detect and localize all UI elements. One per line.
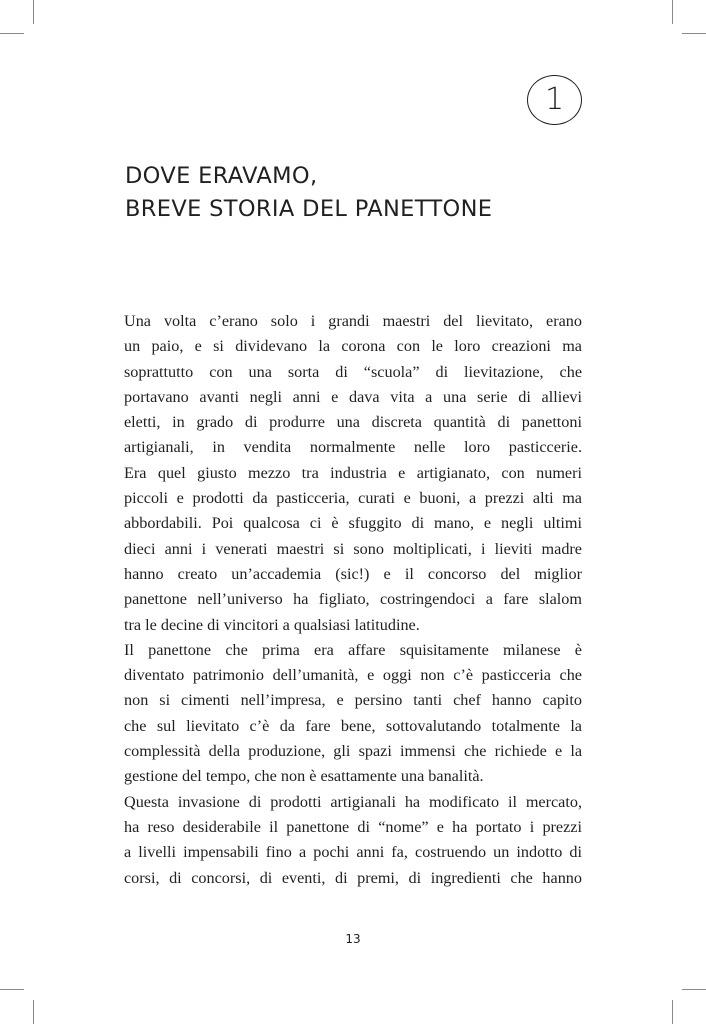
- body-line: Una volta c’erano solo i grandi maestri del lievitato, erano: [124, 312, 582, 330]
- chapter-title-line-2: BREVE STORIA DEL PANETTONE: [125, 196, 493, 222]
- body-line: dieci anni i venerati maestri si sono moltiplicati, i lieviti madre: [124, 539, 582, 558]
- chapter-title-line-1: DOVE ERAVAMO,: [125, 163, 318, 189]
- chapter-number: 1: [544, 82, 565, 117]
- crop-mark-top-left-horizontal: [0, 33, 24, 34]
- crop-mark-top-left-vertical: [33, 0, 34, 24]
- crop-mark-bottom-left-vertical: [33, 1000, 34, 1024]
- body-line: Questa invasione di prodotti artigianali ha modificato il mercato,: [124, 792, 582, 811]
- crop-mark-bottom-left-horizontal: [0, 989, 24, 990]
- body-line: piccoli e prodotti da pasticceria, curati e buoni, a prezzi alti ma: [124, 489, 582, 508]
- body-line: Era quel giusto mezzo tra industria e artigianato, con numeri: [124, 463, 582, 482]
- body-line: ha reso desiderabile il panettone di “nome” e ha portato i prezzi: [124, 817, 582, 836]
- body-line: un paio, e si dividevano la corona con le loro creazioni ma: [124, 337, 582, 356]
- crop-mark-bottom-right-horizontal: [682, 989, 706, 990]
- body-line: abbordabili. Poi qualcosa ci è sfuggito di mano, e negli ultimi: [124, 514, 582, 533]
- body-line: diventato patrimonio dell’umanità, e oggi non c’è pasticceria che: [124, 666, 582, 685]
- body-line: portavano avanti negli anni e dava vita a una serie di allievi: [124, 387, 582, 406]
- body-line: soprattutto con una sorta di “scuola” di lievitazione, che: [124, 362, 582, 381]
- body-line: complessità della produzione, gli spazi immensi che richiede e la: [124, 742, 582, 761]
- body-line: eletti, in grado di produrre una discreta quantità di panettoni: [124, 413, 582, 432]
- body-line: a livelli impensabili fino a pochi anni fa, costruendo un indotto di: [124, 843, 582, 862]
- body-line: panettone nell’universo ha figliato, costringendoci a fare slalom: [124, 590, 582, 609]
- body-line: hanno creato un’accademia (sic!) e il concorso del miglior: [124, 564, 582, 583]
- page-number: 13: [345, 932, 361, 946]
- crop-mark-top-right-horizontal: [682, 33, 706, 34]
- body-line: corsi, di concorsi, di eventi, di premi, di ingredienti che hanno: [124, 868, 582, 887]
- chapter-title: [125, 160, 595, 226]
- crop-mark-bottom-right-vertical: [672, 1000, 673, 1024]
- chapter-number-badge: [527, 75, 582, 125]
- body-line: Il panettone che prima era affare squisitamente milanese è: [124, 640, 582, 659]
- crop-mark-top-right-vertical: [672, 0, 673, 24]
- body-text: [124, 309, 582, 891]
- body-line: non si cimenti nell’impresa, e persino tanti chef hanno capito: [124, 691, 582, 710]
- body-line: gestione del tempo, che non è esattamente una banalità.: [124, 767, 484, 786]
- body-line: artigianali, in vendita normalmente nelle loro pasticcerie.: [124, 438, 582, 457]
- body-line: che sul lievitato c’è da fare bene, sottovalutando totalmente la: [124, 716, 582, 735]
- body-line: tra le decine di vincitori a qualsiasi latitudine.: [124, 615, 420, 634]
